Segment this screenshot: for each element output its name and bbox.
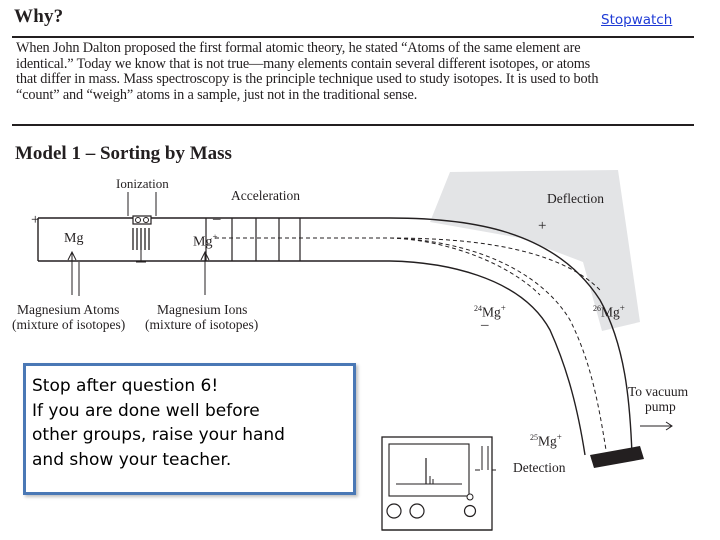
intro-line: “count” and “weigh” atoms in a sample, just not in the traditional sense. bbox=[16, 86, 418, 103]
detector-plate bbox=[590, 446, 644, 468]
magnesium-ions-label: Magnesium Ions bbox=[157, 302, 248, 317]
deflection-label: Deflection bbox=[547, 191, 604, 206]
instruction-line: Stop after question 6! bbox=[32, 376, 219, 396]
ionization-label: Ionization bbox=[116, 176, 169, 191]
magnet-negative-label: – bbox=[481, 317, 489, 333]
acceleration-label: Acceleration bbox=[231, 188, 300, 203]
instruction-line: other groups, raise your hand bbox=[32, 425, 285, 445]
mg-atom-label: Mg bbox=[64, 231, 84, 246]
mg26-label: $^{26}$Mg+ bbox=[593, 303, 625, 320]
ion-beam-24 bbox=[215, 238, 540, 295]
magnesium-atoms-label: Magnesium Atoms bbox=[17, 302, 120, 317]
intro-line: identical.” Today we know that is not true—many elements contain several different isotopes, or atoms bbox=[16, 55, 591, 72]
instruction-line: If you are done well before bbox=[32, 400, 260, 421]
intro-line: When John Dalton proposed the first formal atomic theory, he stated “Atoms of the same element are bbox=[16, 40, 581, 56]
atoms-mixture-label: (mixture of isotopes) bbox=[12, 317, 126, 332]
positive-terminal-label: + bbox=[31, 212, 40, 228]
instruction-line: and show your teacher. bbox=[32, 449, 232, 470]
instruction-text bbox=[32, 374, 285, 472]
page-title: Why? bbox=[14, 6, 64, 27]
intro-line: that differ in mass. Mass spectroscopy is the principle technique used to study isotopes. It is used to both bbox=[16, 71, 599, 88]
mg24-label: $^{24}$Mg+ bbox=[474, 303, 506, 320]
model-title: Model 1 – Sorting by Mass bbox=[15, 143, 232, 164]
mg25-label: $^{25}$Mg+ bbox=[530, 432, 562, 449]
ions-mixture-label: (mixture of isotopes) bbox=[145, 317, 259, 332]
instruction-callout bbox=[23, 363, 356, 495]
mg-ion-label: Mg+ bbox=[193, 232, 218, 250]
stopwatch-link[interactable]: Stopwatch bbox=[601, 12, 673, 28]
detection-label: Detection bbox=[513, 460, 566, 475]
to-vacuum-label: To vacuum bbox=[628, 384, 689, 399]
pump-label: pump bbox=[645, 399, 676, 414]
magnet-positive-label: + bbox=[538, 218, 547, 234]
negative-terminal-label: – bbox=[213, 211, 221, 227]
oscilloscope-screen bbox=[389, 444, 469, 496]
